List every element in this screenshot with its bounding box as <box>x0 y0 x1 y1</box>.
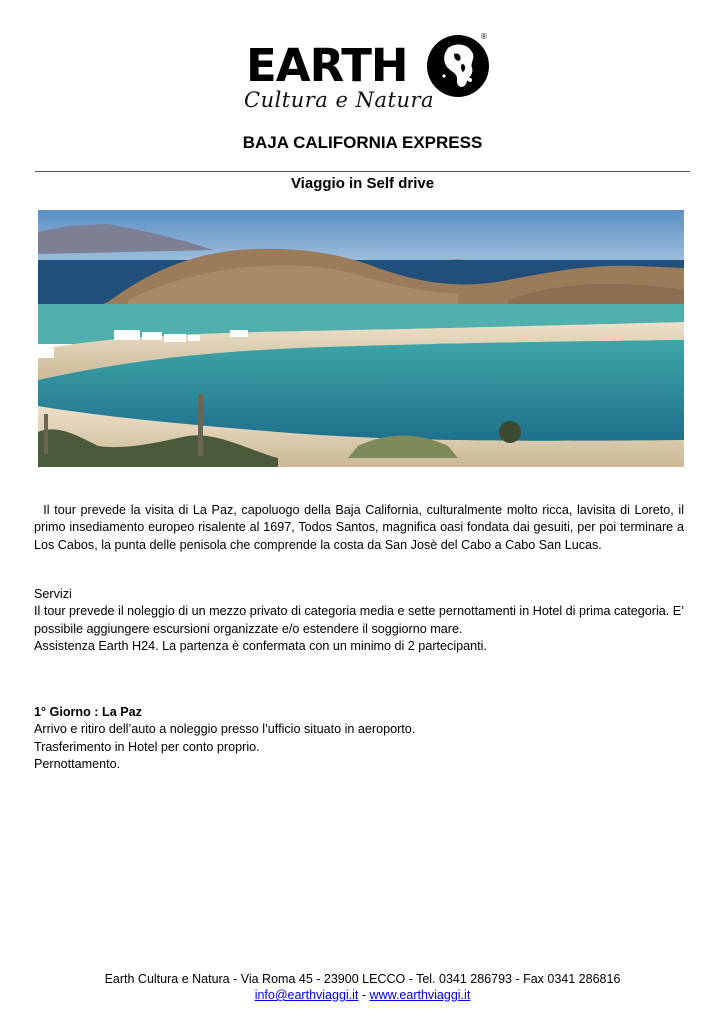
globe-icon <box>426 34 490 98</box>
day-1-line: Arrivo e ritiro dell’auto a noleggio presso l’ufficio situato in aeroporto. <box>34 722 416 737</box>
services-text: Il tour prevede il noleggio di un mezzo privato di categoria media e sette pernottamenti in Hotel di prima categoria. E’ possibile aggiungere escursioni organizzate e/o estendere il soggiorno mare. <box>34 604 684 636</box>
footer-email-link[interactable]: info@earthviaggi.it <box>254 988 359 1002</box>
baja-beach-photo <box>38 210 684 467</box>
day-1-line: Trasferimento in Hotel per conto proprio. <box>34 739 260 754</box>
earth-logo <box>240 28 500 116</box>
services-heading: Servizi <box>34 587 72 601</box>
day-1-section <box>34 704 684 773</box>
footer-website-link[interactable]: www.earthviaggi.it <box>369 988 471 1002</box>
day-1-title: 1° Giorno : La Paz <box>34 705 142 719</box>
registered-mark: ® <box>481 32 487 41</box>
page-title: BAJA CALIFORNIA EXPRESS <box>242 133 483 152</box>
title-divider <box>35 171 690 172</box>
logo-wordmark: EARTH <box>246 39 408 92</box>
footer <box>0 971 725 1003</box>
footer-address: Earth Cultura e Natura - Via Roma 45 - 23900 LECCO - Tel. 0341 286793 - Fax 0341 286816 <box>104 972 621 986</box>
intro-text: Il tour prevede la visita di La Paz, capoluogo della Baja California, culturalmente molto ricca, lavisita di Loreto, il primo insediamento europeo risalente al 1697, Todos Santos, magnifica oasi fondata dai gesuiti, per poi terminare a Los Cabos, la punta delle penisola che comprende la costa da San Josè del Cabo a Cabo San Lucas. <box>34 503 684 552</box>
footer-separator: - <box>361 988 367 1002</box>
day-1-line: Pernottamento. <box>34 756 121 771</box>
assistance-text: Assistenza Earth H24. La partenza è confermata con un minimo di 2 partecipanti. <box>34 638 487 653</box>
services-section <box>34 586 684 655</box>
logo-tagline: Cultura e Natura <box>244 88 435 112</box>
footer-links <box>0 987 725 1003</box>
page-subtitle: Viaggio in Self drive <box>290 175 435 192</box>
intro-paragraph <box>34 502 684 554</box>
